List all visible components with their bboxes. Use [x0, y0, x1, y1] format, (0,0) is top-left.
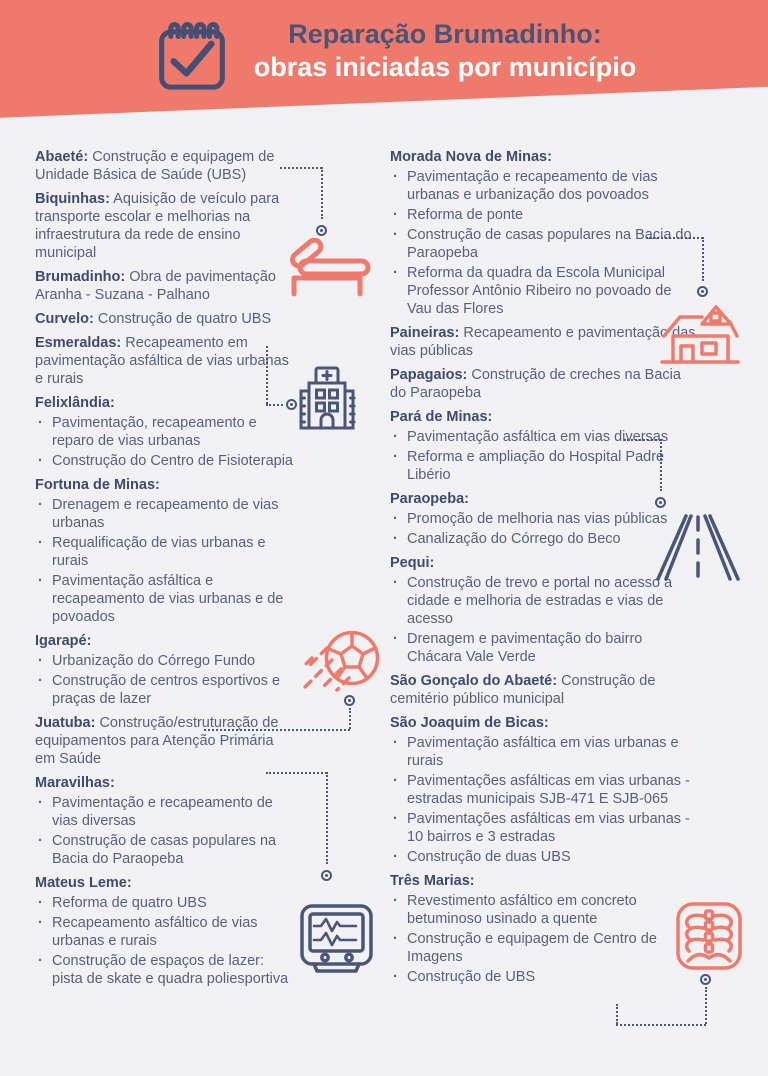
- municipality-entry: [390, 490, 696, 548]
- road-icon: [655, 511, 741, 581]
- municipality-lead: Curvelo: Construção de quatro UBS: [35, 311, 272, 327]
- connector-dot: [697, 286, 708, 297]
- dotted-connector: [616, 1024, 706, 1026]
- work-item: · Pavimentação e recapeamento de vias urbanas e urbanização dos povoados: [390, 168, 696, 204]
- work-item: · Drenagem e recapeamento de vias urbanas: [35, 496, 297, 532]
- work-item-list: [390, 168, 696, 318]
- municipality-name: Paineiras:: [390, 325, 460, 341]
- work-item-list: [390, 892, 696, 986]
- connector-dot: [321, 870, 332, 881]
- work-item: · Reforma da quadra da Escola Municipal Professor Antônio Ribeiro no povoado de Vau das Flores: [390, 264, 696, 318]
- municipality-name: Esmeraldas:: [35, 335, 122, 351]
- work-item-list: [390, 510, 696, 548]
- municipality-entry: [390, 408, 696, 484]
- connector-dot: [655, 497, 666, 508]
- dotted-connector: [616, 1004, 618, 1024]
- municipality-entry: [390, 324, 696, 360]
- work-item-list: [390, 734, 696, 866]
- municipality-name: Pequi:: [390, 555, 435, 571]
- work-item: · Revestimento asfáltico em concreto betuminoso usinado a quente: [390, 892, 696, 928]
- work-item: · Reforma e ampliação do Hospital Padre Libério: [390, 448, 696, 484]
- work-item: · Pavimentação, recapeamento e reparo de vias urbanas: [35, 414, 297, 450]
- dotted-connector: [266, 772, 327, 774]
- dotted-connector: [266, 404, 283, 406]
- municipality-lead: [35, 874, 297, 892]
- work-item: · Requalificação de vias urbanas e rurais: [35, 534, 297, 570]
- municipality-entry: [35, 310, 297, 328]
- work-item: · Pavimentação asfáltica em vias diversas: [390, 428, 696, 446]
- municipality-name: Paraopeba:: [390, 491, 469, 507]
- municipality-entry: [35, 632, 297, 708]
- municipality-entry: [35, 874, 297, 988]
- municipality-name: Abaeté:: [35, 149, 89, 165]
- dotted-connector: [204, 729, 350, 731]
- municipality-lead: [35, 476, 297, 494]
- municipality-name: Biquinhas:: [35, 191, 110, 207]
- connector-dot: [344, 695, 355, 706]
- dotted-connector: [280, 167, 322, 169]
- municipality-name: Três Marias:: [390, 873, 475, 889]
- work-item: · Pavimentação asfáltica e recapeamento de vias urbanas e de povoados: [35, 572, 297, 626]
- hospital-building-icon: [299, 366, 356, 430]
- municipality-name: São Joaquim de Bicas:: [390, 715, 549, 731]
- municipality-lead: São Gonçalo do Abaeté: Construção de cemitério público municipal: [390, 673, 656, 707]
- heart-monitor-icon: [298, 903, 375, 975]
- work-item: · Pavimentações asfálticas em vias urbanas - estradas municipais SJB-471 E SJB-065: [390, 772, 696, 808]
- house-icon: [660, 300, 740, 368]
- work-item: · Promoção de melhoria nas vias públicas: [390, 510, 696, 528]
- municipality-name: Curvelo:: [35, 311, 94, 327]
- work-item: · Reforma de quatro UBS: [35, 894, 297, 912]
- connector-dot: [286, 399, 297, 410]
- dotted-connector: [326, 772, 328, 864]
- dotted-connector: [266, 346, 268, 404]
- municipality-name: Morada Nova de Minas:: [390, 149, 552, 165]
- municipality-name: Brumadinho:: [35, 269, 126, 285]
- work-item-list: [35, 414, 297, 470]
- municipality-entry: [390, 148, 696, 318]
- work-item: · Drenagem e pavimentação do bairro Chácara Vale Verde: [390, 630, 696, 666]
- municipality-lead: [35, 632, 297, 650]
- municipality-lead: [390, 148, 696, 166]
- work-item: · Pavimentação asfáltica em vias urbanas e rurais: [390, 734, 696, 770]
- work-item: · Construção de casas populares na Bacia do Paraopeba: [35, 832, 297, 868]
- municipality-entry: [35, 714, 297, 768]
- work-item: · Construção de duas UBS: [390, 848, 696, 866]
- work-item-list: [35, 794, 297, 868]
- municipality-lead: Esmeraldas: Recapeamento em pavimentação asfáltica de vias urbanas e rurais: [35, 335, 289, 387]
- calendar-check-icon: [146, 8, 238, 100]
- work-item-list: [35, 894, 297, 988]
- municipality-lead: Paineiras: Recapeamento e pavimentação das vias públicas: [390, 325, 696, 359]
- municipality-entry: [35, 148, 297, 184]
- municipality-lead: Juatuba: Construção/estruturação de equipamentos para Atenção Primária em Saúde: [35, 715, 279, 767]
- municipality-entry: [35, 190, 297, 262]
- municipality-entry: [390, 872, 696, 986]
- municipality-entry: [35, 394, 297, 470]
- municipality-entry: [390, 366, 696, 402]
- municipality-lead: [390, 408, 696, 426]
- municipality-name: Felixlândia:: [35, 395, 115, 411]
- municipality-name: Igarapé:: [35, 633, 92, 649]
- work-item: · Construção e equipagem de Centro de Imagens: [390, 930, 696, 966]
- municipality-entry: [35, 774, 297, 868]
- municipality-entry: [35, 476, 297, 626]
- work-item: · Pavimentações asfálticas em vias urbanas - 10 bairros e 3 estradas: [390, 810, 696, 846]
- page-title-line1: Reparação Brumadinho:: [288, 19, 602, 49]
- work-item: · Recapeamento asfáltico de vias urbanas e rurais: [35, 914, 297, 950]
- stretcher-icon: [282, 238, 372, 298]
- work-item: · Construção de UBS: [390, 968, 696, 986]
- work-item: · Reforma de ponte: [390, 206, 696, 224]
- work-item-list: [35, 496, 297, 626]
- dotted-connector: [321, 167, 323, 219]
- dotted-connector: [349, 708, 351, 729]
- municipality-name: Juatuba:: [35, 715, 96, 731]
- municipality-name: Pará de Minas:: [390, 409, 493, 425]
- work-item: · Pavimentação e recapeamento de vias diversas: [35, 794, 297, 830]
- work-item: · Construção de espaços de lazer: pista de skate e quadra poliesportiva: [35, 952, 297, 988]
- dotted-connector: [705, 987, 707, 1024]
- municipality-lead: [390, 554, 696, 572]
- page-title: [235, 18, 655, 84]
- work-item-list: [35, 652, 297, 708]
- work-item: · Construção de casas populares na Bacia do Paraopeba: [390, 226, 696, 262]
- municipality-entry: [390, 672, 696, 708]
- municipality-lead: [390, 490, 696, 508]
- municipality-name: São Gonçalo do Abaeté:: [390, 673, 558, 689]
- work-item: · Construção de centros esportivos e praças de lazer: [35, 672, 297, 708]
- municipality-column-right: [390, 148, 696, 992]
- municipality-lead: Brumadinho: Obra de pavimentação Aranha - Suzana - Palhano: [35, 269, 276, 303]
- municipality-name: Maravilhas:: [35, 775, 115, 791]
- municipality-lead: [390, 714, 696, 732]
- municipality-name: Papagaios:: [390, 367, 468, 383]
- municipality-entry: [35, 334, 297, 388]
- dotted-connector: [660, 439, 662, 491]
- municipality-name: Mateus Leme:: [35, 875, 132, 891]
- municipality-lead: Biquinhas: Aquisição de veículo para transporte escolar e melhorias na infraestrutura da rede de ensino municipal: [35, 191, 280, 261]
- work-item: · Canalização do Córrego do Beco: [390, 530, 696, 548]
- municipality-entry: [390, 714, 696, 866]
- municipality-column-left: [35, 148, 297, 994]
- xray-icon: [676, 902, 742, 970]
- connector-dot: [316, 225, 327, 236]
- municipality-lead: [35, 774, 297, 792]
- work-item: · Urbanização do Córrego Fundo: [35, 652, 297, 670]
- work-item-list: [390, 428, 696, 484]
- municipality-lead: [390, 872, 696, 890]
- dotted-connector: [646, 237, 703, 239]
- municipality-lead: Abaeté: Construção e equipagem de Unidade Básica de Saúde (UBS): [35, 149, 275, 183]
- dotted-connector: [702, 237, 704, 281]
- work-item: · Construção do Centro de Fisioterapia: [35, 452, 297, 470]
- soccer-ball-icon: [294, 624, 382, 708]
- work-item: · Construção de trevo e portal no acesso à cidade e melhoria de estradas e vias de acesso: [390, 574, 696, 628]
- dotted-connector: [624, 439, 661, 441]
- municipality-name: Fortuna de Minas:: [35, 477, 160, 493]
- connector-dot: [700, 974, 711, 985]
- municipality-lead: [35, 394, 297, 412]
- page-title-line2: obras iniciadas por município: [253, 52, 637, 82]
- municipality-lead: Papagaios: Construção de creches na Bacia do Paraopeba: [390, 367, 681, 401]
- work-item-list: [390, 574, 696, 666]
- municipality-entry: [390, 554, 696, 666]
- municipality-entry: [35, 268, 297, 304]
